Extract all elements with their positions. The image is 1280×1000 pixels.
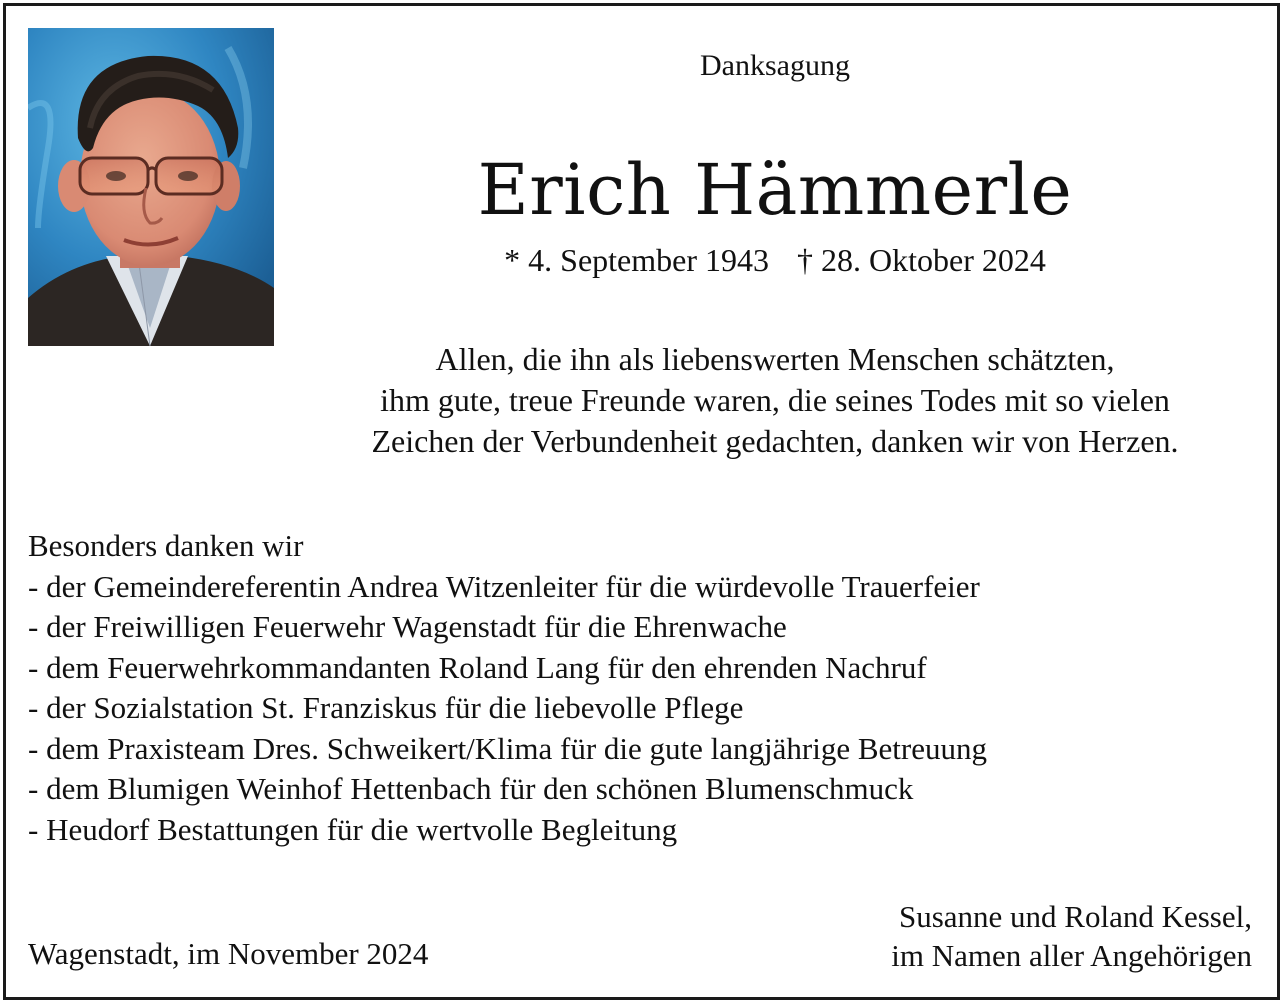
thanks-item: - der Gemeindereferentin Andrea Witzenleiter für die würdevolle Trauerfeier (28, 568, 980, 604)
death-date: † 28. Oktober 2024 (796, 242, 1046, 278)
place-date: Wagenstadt, im November 2024 (28, 936, 429, 971)
thanks-item: - dem Praxisteam Dres. Schweikert/Klima für die gute langjährige Betreuung (28, 730, 987, 766)
intro-line: Zeichen der Verbundenheit gedachten, danken wir von Herzen. (371, 423, 1179, 459)
thanks-item: - der Freiwilligen Feuerwehr Wagenstadt für die Ehrenwache (28, 609, 787, 644)
thanks-list (28, 567, 1248, 851)
thanks-item: - der Sozialstation St. Franziskus für die liebevolle Pflege (28, 690, 744, 725)
life-dates (300, 240, 1250, 280)
intro-line: ihm gute, treue Freunde waren, die seines Todes mit so vielen (380, 382, 1170, 418)
signature-relation: im Namen aller Angehörigen (891, 938, 1252, 973)
portrait-photo (28, 28, 274, 346)
thanks-item: - Heudorf Bestattungen für die wertvolle Begleitung (28, 811, 678, 847)
thanks-title: Besonders danken wir (28, 528, 304, 563)
thanks-item: - dem Feuerwehrkommandanten Roland Lang für den ehrenden Nachruf (28, 649, 927, 685)
birth-date: * 4. September 1943 (504, 242, 769, 278)
signature-names: Susanne und Roland Kessel, (898, 899, 1252, 934)
intro-text (300, 339, 1250, 462)
thanks-item: - dem Blumigen Weinhof Hettenbach für den schönen Blumenschmuck (28, 771, 914, 806)
notice-overline: Danksagung (700, 49, 850, 82)
thanks-section (28, 526, 1248, 850)
signature-block (891, 897, 1252, 975)
intro-line: Allen, die ihn als liebenswerten Menschen schätzten, (435, 341, 1115, 377)
deceased-name: Erich Hämmerle (477, 149, 1073, 231)
